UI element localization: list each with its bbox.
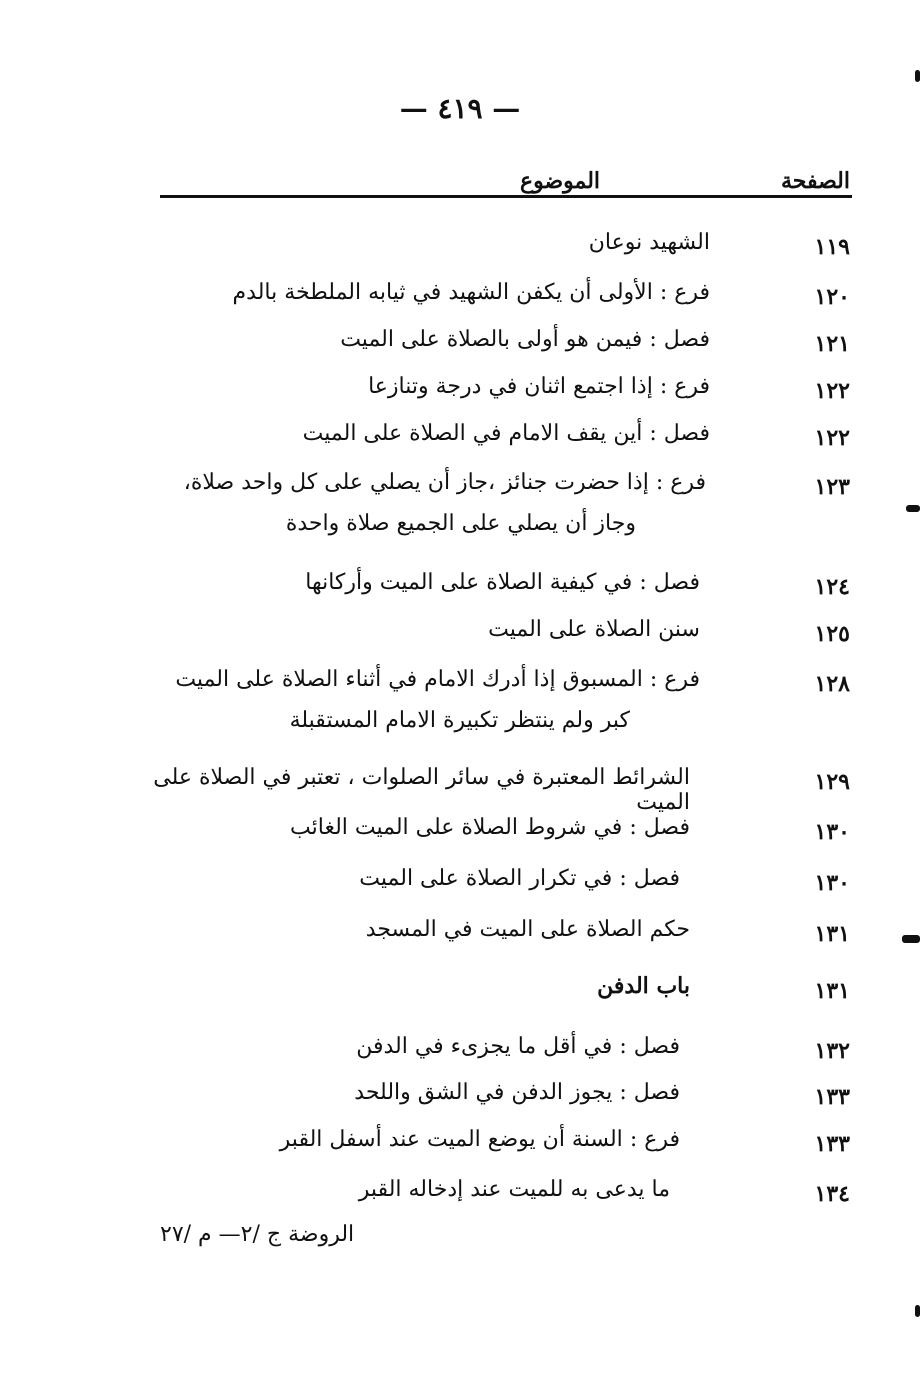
toc-entry-text (150, 866, 680, 891)
toc-entry-title: الشهيد نوعان (588, 230, 710, 255)
toc-page-number: ١٣١ (814, 978, 850, 1004)
toc-entry (150, 374, 850, 414)
subject-column-header: الموضوع (519, 168, 601, 194)
toc-entry-title: في تكرار الصلاة على الميت (359, 866, 613, 891)
toc-entry-text (150, 230, 710, 255)
toc-entry-title: المسبوق إذا أدرك الامام في أثناء الصلاة على الميت (175, 667, 643, 692)
toc-entry-text (150, 1177, 670, 1202)
toc-entry-title: إذا اجتمع اثنان في درجة وتنازعا (368, 374, 653, 399)
toc-entry-text (150, 667, 700, 734)
toc-entry-title: باب الدفن (597, 973, 690, 999)
toc-page-number: ١٢٩ (814, 769, 850, 795)
toc-entry-continuation: كبر ولم ينتظر تكبيرة الامام المستقبلة (289, 708, 630, 734)
toc-page-number: ١٢١ (814, 331, 850, 357)
page-number: — ٤١٩ — (399, 92, 521, 125)
toc-entry (150, 230, 850, 270)
toc-page-number: ١٢٥ (814, 621, 850, 647)
toc-entry-title: في شروط الصلاة على الميت الغائب (290, 815, 623, 840)
toc-page-number: ١٣١ (814, 921, 850, 947)
toc-entry-title: ما يدعى به للميت عند إدخاله القبر (358, 1177, 670, 1202)
toc-entry-text (150, 421, 710, 446)
toc-entry (150, 1127, 850, 1167)
toc-entry-title: السنة أن يوضع الميت عند أسفل القبر (279, 1127, 623, 1152)
toc-entry-title: الشرائط المعتبرة في سائر الصلوات ، تعتبر في الصلاة على الميت (153, 765, 690, 816)
toc-page-number: ١٣٠ (814, 819, 850, 845)
margin-mark (915, 1305, 920, 1317)
toc-entry (150, 617, 850, 657)
toc-entry (150, 280, 850, 320)
toc-entry-text (150, 765, 690, 816)
toc-entry-title: يجوز الدفن في الشق واللحد (354, 1080, 613, 1105)
toc-entry (150, 1034, 850, 1074)
page-column-header: الصفحة (780, 168, 850, 194)
toc-entry-continuation: وجاز أن يصلي على الجميع صلاة واحدة (285, 511, 636, 537)
toc-entry-kind: فصل : (639, 570, 700, 595)
margin-mark (906, 505, 920, 512)
toc-page-number: ١٢٠ (814, 284, 850, 310)
toc-entry (150, 1080, 850, 1120)
toc-entry-title: حكم الصلاة على الميت في المسجد (365, 917, 690, 942)
toc-entry (150, 1177, 850, 1217)
toc-entry-title: في كيفية الصلاة على الميت وأركانها (305, 570, 633, 595)
margin-mark (915, 70, 920, 82)
toc-entry-text (150, 974, 690, 999)
header-divider (160, 195, 852, 198)
toc-entry-kind: فرع : (659, 374, 710, 399)
toc-page-number: ١٢٣ (814, 474, 850, 500)
toc-entry-text (150, 1080, 680, 1105)
toc-entry-kind: فرع : (655, 470, 706, 495)
toc-entry-title: سنن الصلاة على الميت (488, 617, 700, 642)
toc-entry (150, 765, 850, 816)
toc-entry-kind: فصل : (619, 1034, 680, 1059)
toc-page-number: ١٣٠ (814, 870, 850, 896)
toc-page-number: ١١٩ (814, 234, 850, 260)
toc-page-number: ١٢٤ (814, 574, 850, 600)
toc-entry (150, 667, 850, 734)
toc-entry (150, 470, 850, 537)
toc-entry-text (150, 570, 700, 595)
toc-entry-kind: فصل : (649, 421, 710, 446)
toc-page-number: ١٣٣ (814, 1131, 850, 1157)
toc-entry (150, 327, 850, 367)
toc-entry-kind: فصل : (619, 866, 680, 891)
toc-page-number: ١٢٢ (814, 425, 850, 451)
toc-entry (150, 421, 850, 461)
toc-entry-title: إذا حضرت جنائز ،جاز أن يصلي على كل واحد صلاة، (183, 470, 649, 495)
margin-mark (902, 935, 920, 943)
footer-signature: الروضة ج /٢— م /٢٧ (160, 1222, 355, 1247)
toc-entry-text (150, 815, 690, 840)
toc-entry (150, 917, 850, 957)
toc-entry-text (150, 374, 710, 399)
toc-entry-text (150, 470, 706, 537)
toc-entry-kind: فصل : (649, 327, 710, 352)
toc-page-number: ١٣٤ (814, 1181, 850, 1207)
toc-entry-text (150, 617, 700, 642)
toc-entry-title: فيمن هو أولى بالصلاة على الميت (340, 327, 643, 352)
toc-entry (150, 815, 850, 855)
toc-entry-title: أين يقف الامام في الصلاة على الميت (302, 421, 643, 446)
toc-page-number: ١٢٢ (814, 378, 850, 404)
toc-entry-title: الأولى أن يكفن الشهيد في ثيابه الملطخة بالدم (232, 280, 653, 305)
toc-entry-text (150, 1127, 680, 1152)
toc-entry (150, 570, 850, 610)
toc-entry-text (150, 917, 690, 942)
toc-page-number: ١٢٨ (814, 671, 850, 697)
toc-entry-kind: فرع : (649, 667, 700, 692)
toc-entry-kind: فرع : (629, 1127, 680, 1152)
toc-page-number: ١٣٣ (814, 1084, 850, 1110)
toc-entry-text (150, 1034, 680, 1059)
toc-entry (150, 866, 850, 906)
toc-entry-text (150, 327, 710, 352)
toc-entry (150, 974, 850, 1014)
toc-entry-kind: فصل : (629, 815, 690, 840)
toc-entry-title: في أقل ما يجزىء في الدفن (356, 1034, 613, 1059)
toc-page-number: ١٣٢ (814, 1038, 850, 1064)
toc-entry-text (150, 280, 710, 305)
toc-entry-kind: فرع : (659, 280, 710, 305)
toc-entry-kind: فصل : (619, 1080, 680, 1105)
